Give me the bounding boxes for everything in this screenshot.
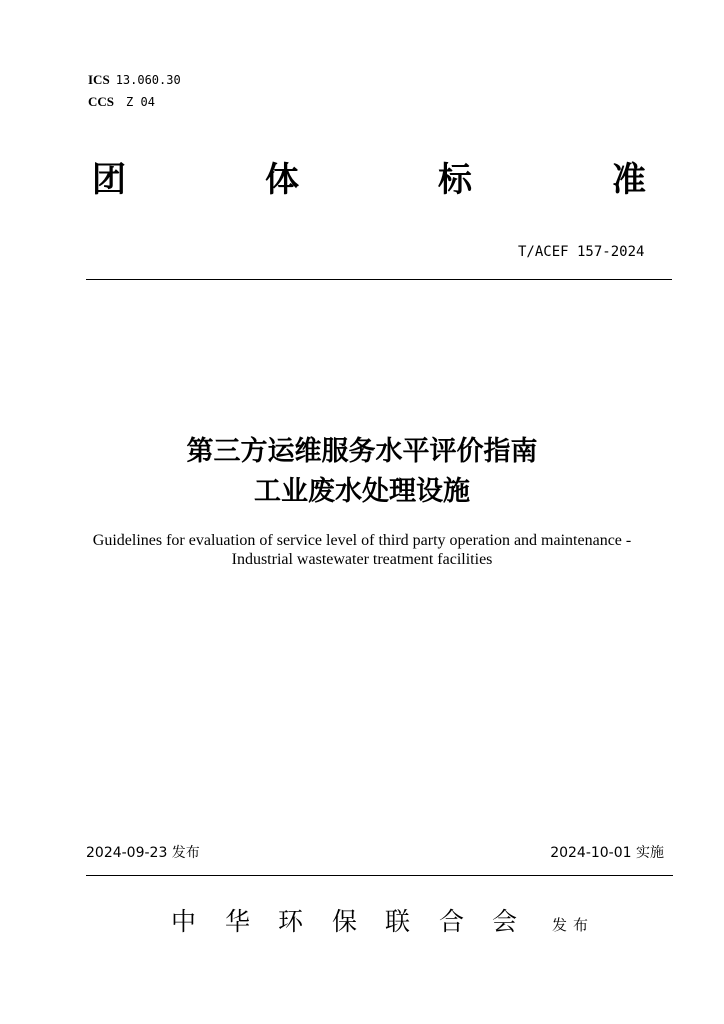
release-date: 2024-09-23 发布: [86, 845, 200, 861]
title-zh-line2: 工业废水处理设施: [254, 476, 470, 507]
top-divider: [86, 279, 672, 280]
publisher-char-6: 合: [439, 907, 465, 936]
title-zh-line1: 第三方运维服务水平评价指南: [186, 436, 538, 467]
title-en-line2: Industrial wastewater treatment facilities: [231, 551, 493, 568]
standard-type-char-3: 标: [438, 160, 472, 200]
ics-line: [88, 69, 181, 88]
publisher-char-5: 联: [385, 907, 411, 936]
implement-date: 2024-10-01 实施: [550, 845, 664, 861]
publisher-char-2: 华: [225, 907, 251, 936]
bottom-divider: [86, 875, 673, 876]
publisher-suffix: 发布: [552, 916, 595, 934]
publisher-char-3: 环: [278, 907, 304, 936]
publisher-char-7: 会: [492, 907, 518, 936]
standard-type-char-1: 团: [92, 160, 126, 200]
ics-value: 13.060.30: [115, 73, 181, 87]
ics-label: ICS: [88, 72, 110, 87]
ccs-label: CCS: [88, 94, 115, 109]
standard-number: T/ACEF 157-2024: [518, 244, 645, 260]
ccs-line: [88, 91, 155, 110]
standard-type-char-4: 准: [612, 160, 646, 200]
publisher-char-4: 保: [332, 907, 358, 936]
publisher-char-1: 中: [171, 907, 197, 936]
ccs-value: Z 04: [126, 95, 155, 109]
standard-type-char-2: 体: [265, 160, 299, 200]
title-en-line1: Guidelines for evaluation of service level of third party operation and maintenance -: [92, 532, 632, 549]
